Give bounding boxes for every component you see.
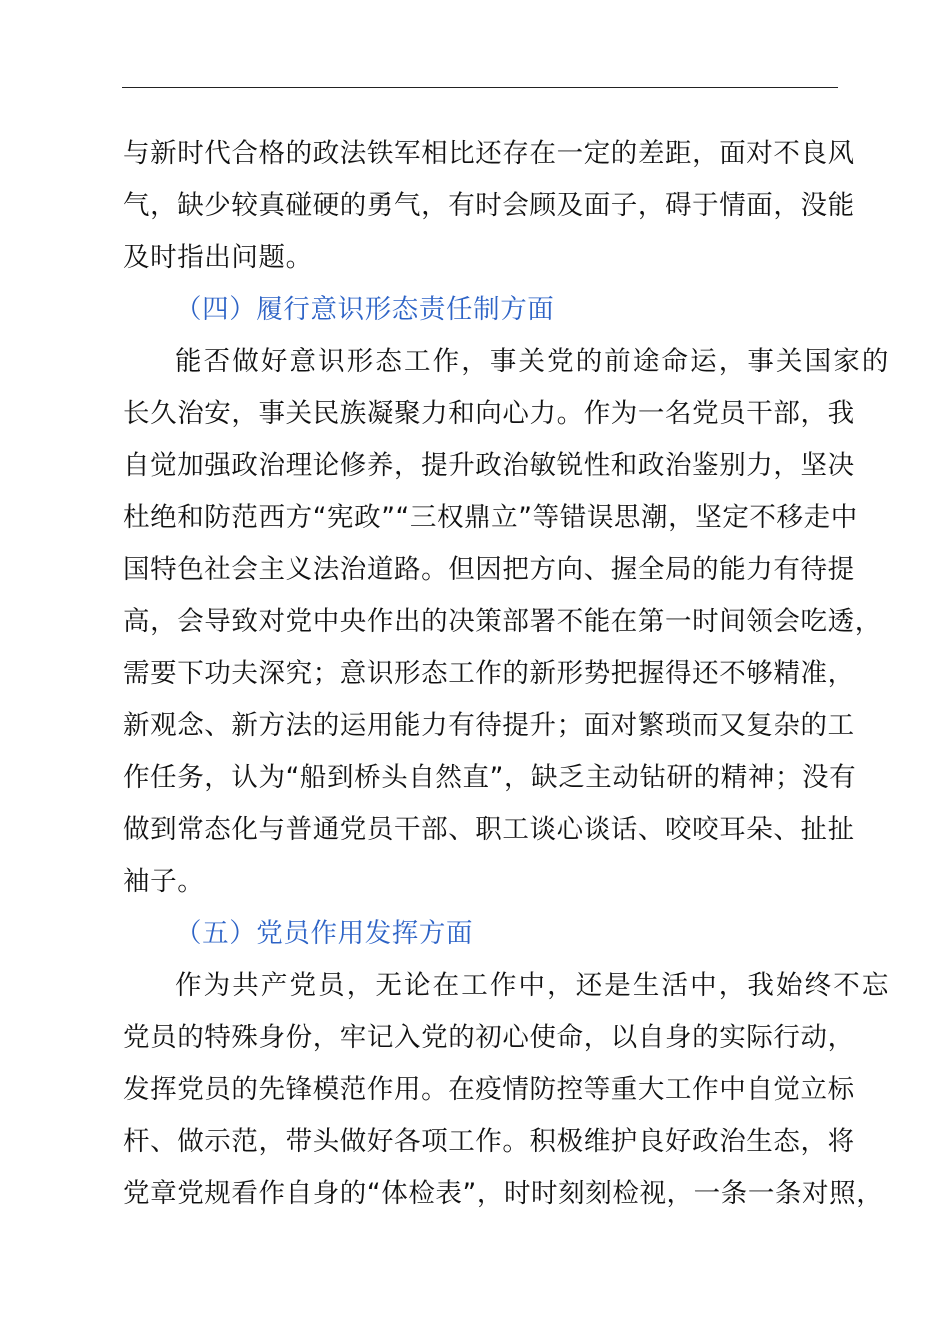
- text-line: 做到常态化与普通党员干部、职工谈心谈话、咬咬耳朵、扯扯: [123, 814, 855, 845]
- text-line: 杆、做示范，带头做好各项工作。积极维护良好政治生态，将: [123, 1126, 855, 1157]
- text-line: 党章党规看作自身的“体检表”，时时刻刻检视，一条一条对照，: [123, 1178, 884, 1209]
- text-line: 杜绝和防范西方“宪政”“三权鼎立”等错误思潮，坚定不移走中: [123, 502, 858, 533]
- section-heading: [123, 284, 861, 336]
- text-line: 及时指出问题。: [123, 242, 313, 273]
- text-line: 作为共产党员，无论在工作中，还是生活中，我始终不忘: [175, 970, 889, 1001]
- text-line: 长久治安，事关民族凝聚力和向心力。作为一名党员干部，我: [123, 398, 855, 429]
- paragraph: [123, 336, 889, 908]
- section-heading: [123, 908, 861, 960]
- text-line: 发挥党员的先锋模范作用。在疫情防控等重大工作中自觉立标: [123, 1074, 855, 1105]
- text-line: 高，会导致对党中央作出的决策部署不能在第一时间领会吃透，: [123, 606, 882, 637]
- text-line: 国特色社会主义法治道路。但因把方向、握全局的能力有待提: [123, 554, 855, 585]
- header-rule: [122, 87, 838, 88]
- paragraph: [123, 128, 861, 284]
- text-line: 袖子。: [123, 866, 205, 897]
- text-line: 自觉加强政治理论修养，提升政治敏锐性和政治鉴别力，坚决: [123, 450, 855, 481]
- paragraph: [123, 960, 889, 1220]
- text-line: 气，缺少较真碰硬的勇气，有时会顾及面子，碍于情面，没能: [123, 190, 855, 221]
- section-heading-text: （四）履行意识形态责任制方面: [175, 294, 555, 325]
- text-line: 能否做好意识形态工作，事关党的前途命运，事关国家的: [175, 346, 889, 377]
- section-heading-text: （五）党员作用发挥方面: [175, 918, 474, 949]
- text-line: 党员的特殊身份，牢记入党的初心使命，以自身的实际行动，: [123, 1022, 855, 1053]
- text-line: 需要下功夫深究；意识形态工作的新形势把握得还不够精准，: [123, 658, 855, 689]
- text-line: 新观念、新方法的运用能力有待提升；面对繁琐而又复杂的工: [123, 710, 855, 741]
- text-line: 与新时代合格的政法铁军相比还存在一定的差距，面对不良风: [123, 138, 855, 169]
- text-line: 作任务，认为“船到桥头自然直”，缺乏主动钻研的精神；没有: [123, 762, 857, 793]
- document-body: [123, 128, 889, 1220]
